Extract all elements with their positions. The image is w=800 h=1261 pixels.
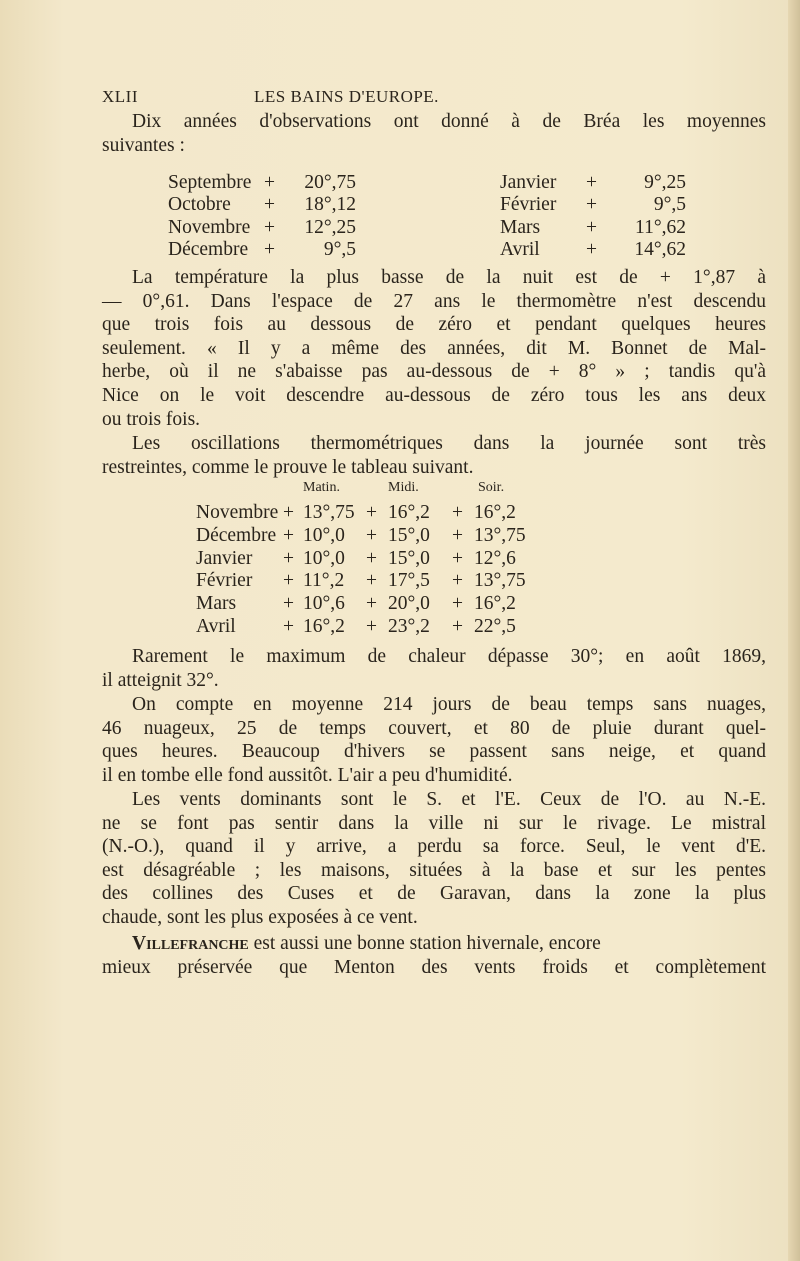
matin-value: 13°,75 <box>303 502 355 523</box>
table-row <box>0 593 800 615</box>
text-line <box>132 932 766 955</box>
value: 18°,12 <box>304 194 356 215</box>
text-line: Nice on le voit descendre au-dessous de zéro tous les ans deux <box>102 385 766 406</box>
table-row <box>0 172 800 194</box>
matin-value: 10°,6 <box>303 593 345 615</box>
text-line: mieux préservée que Menton des vents froids et complètement <box>102 957 766 978</box>
matin-value: 16°,2 <box>303 616 345 637</box>
matin-value: 10°,0 <box>303 547 345 569</box>
sign: + <box>366 502 377 523</box>
text-line: des collines des Cuses et de Garavan, dans la zone la plus <box>102 883 766 905</box>
text-line: ques heures. Beaucoup d'hivers se passent sans neige, et quand <box>102 741 766 763</box>
soir-value: 16°,2 <box>474 593 516 615</box>
sign: + <box>366 593 377 615</box>
month-label: Décembre <box>168 239 249 260</box>
sign: + <box>452 570 463 592</box>
matin-value: 10°,0 <box>303 524 345 546</box>
month-label: Février <box>500 194 557 215</box>
soir-value: 16°,2 <box>474 502 516 523</box>
text-line: que trois fois au dessous de zéro et pendant quelques heures <box>102 314 766 336</box>
text-line: seulement. « Il y a même des années, dit M. Bonnet de Mal- <box>102 337 766 359</box>
midi-value: 17°,5 <box>388 570 430 592</box>
text-line: ou trois fois. <box>102 408 201 430</box>
month-label: Avril <box>196 616 236 637</box>
sign: + <box>264 239 275 260</box>
sign: + <box>283 616 294 637</box>
text-line: il atteignit 32°. <box>102 669 219 691</box>
month-label: Janvier <box>196 547 253 569</box>
sign: + <box>366 570 377 592</box>
month-label: Janvier <box>500 172 557 193</box>
place-name-villefranche: Villefranche <box>132 933 249 954</box>
text-line: suivantes : <box>102 135 185 156</box>
soir-value: 22°,5 <box>474 616 516 637</box>
sign: + <box>366 616 377 637</box>
soir-value: 13°,75 <box>474 524 526 546</box>
sign: + <box>586 194 597 215</box>
text-line: est désagréable ; les maisons, situées à la base et sur les pentes <box>102 859 766 881</box>
value: 9°,5 <box>653 194 686 215</box>
sign: + <box>586 172 597 193</box>
table-row <box>0 217 800 239</box>
value: 12°,25 <box>304 217 356 238</box>
value: 9°,5 <box>323 239 356 260</box>
value: 9°,25 <box>644 172 686 193</box>
month-label: Novembre <box>196 502 279 523</box>
midi-value: 16°,2 <box>388 502 430 523</box>
text-line: 46 nuageux, 25 de temps couvert, et 80 de pluie durant quel- <box>102 717 766 739</box>
text-line: La température la plus basse de la nuit est de + 1°,87 à <box>132 267 766 288</box>
month-label: Septembre <box>168 172 252 193</box>
sign: + <box>452 524 463 546</box>
midi-value: 20°,0 <box>388 593 430 615</box>
sign: + <box>452 547 463 569</box>
sign: + <box>283 502 294 523</box>
month-label: Avril <box>500 239 540 260</box>
sign: + <box>586 217 597 238</box>
table-row <box>0 570 800 592</box>
text-line: herbe, où il ne s'abaisse pas au-dessous de + 8° » ; tandis qu'à <box>102 361 766 383</box>
table-row <box>0 525 800 547</box>
sign: + <box>283 570 294 592</box>
column-header-matin: Matin. <box>303 480 340 495</box>
text-line: restreintes, comme le prouve le tableau suivant. <box>102 456 474 478</box>
text-line: — 0°,61. Dans l'espace de 27 ans le thermomètre n'est descendu <box>102 290 766 312</box>
sign: + <box>283 547 294 569</box>
sign: + <box>366 524 377 546</box>
table-row <box>0 239 800 261</box>
midi-value: 15°,0 <box>388 547 430 569</box>
text-line: Les oscillations thermométriques dans la journée sont très <box>132 433 766 454</box>
text-fragment: est aussi une bonne station hivernale, encore <box>253 933 601 954</box>
table-row <box>0 548 800 570</box>
sign: + <box>283 593 294 615</box>
page-header <box>102 86 762 108</box>
text-line: Dix années d'observations ont donné à de Bréa les moyennes <box>132 111 766 132</box>
soir-value: 12°,6 <box>474 547 516 569</box>
midi-value: 15°,0 <box>388 524 430 546</box>
column-header-midi: Midi. <box>388 480 419 495</box>
value: 14°,62 <box>634 239 686 260</box>
month-label: Octobre <box>168 194 231 215</box>
running-title: LES BAINS D'EUROPE. <box>254 87 439 106</box>
text-line: il en tombe elle fond aussitôt. L'air a peu d'humidité. <box>102 764 513 786</box>
month-label: Mars <box>196 593 237 615</box>
sign: + <box>264 172 275 193</box>
text-line: chaude, sont les plus exposées à ce vent. <box>102 907 418 928</box>
month-label: Mars <box>500 217 541 238</box>
table-row <box>0 194 800 216</box>
value: 20°,75 <box>304 172 356 193</box>
sign: + <box>452 502 463 523</box>
sign: + <box>586 239 597 260</box>
text-line: (N.-O.), quand il y arrive, a perdu sa force. Seul, le vent d'E. <box>102 836 766 858</box>
text-line: Les vents dominants sont le S. et l'E. Ceux de l'O. au N.-E. <box>132 789 766 810</box>
soir-value: 13°,75 <box>474 570 526 592</box>
sign: + <box>264 217 275 238</box>
text-line: Rarement le maximum de chaleur dépasse 30°; en août 1869, <box>132 646 766 667</box>
sign: + <box>283 524 294 546</box>
sign: + <box>452 593 463 615</box>
sign: + <box>366 547 377 569</box>
sign: + <box>264 194 275 215</box>
month-label: Février <box>196 570 253 592</box>
midi-value: 23°,2 <box>388 616 430 637</box>
page-number: XLII <box>102 87 138 106</box>
value: 11°,62 <box>635 217 686 238</box>
text-line: ne se font pas sentir dans la ville ni sur le rivage. Le mistral <box>102 812 766 834</box>
sign: + <box>452 616 463 637</box>
matin-value: 11°,2 <box>303 570 345 592</box>
table-row <box>0 502 800 524</box>
text-line: On compte en moyenne 214 jours de beau temps sans nuages, <box>132 694 766 715</box>
month-label: Novembre <box>168 217 251 238</box>
table-row <box>0 616 800 638</box>
month-label: Décembre <box>196 524 277 546</box>
column-header-soir: Soir. <box>478 480 505 495</box>
